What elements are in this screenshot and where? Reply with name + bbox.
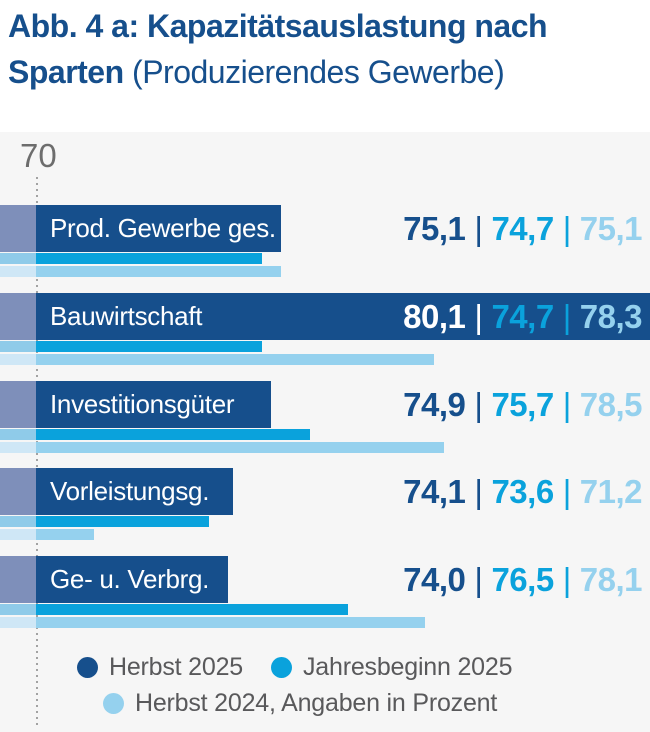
- bar-stub-herbst-2025: [0, 293, 36, 340]
- value-labels: [403, 381, 642, 428]
- legend-item: [103, 689, 497, 718]
- value-separator: |: [474, 473, 483, 510]
- bar-herbst-2024: [36, 266, 281, 277]
- value-jahresbeginn-2025: 73,6: [491, 473, 554, 510]
- value-herbst-2025: 80,1: [403, 298, 466, 335]
- value-herbst-2024: 71,2: [579, 473, 642, 510]
- bar-stub-herbst-2024: [0, 529, 36, 540]
- value-herbst-2024: 75,1: [579, 210, 642, 247]
- axis-baseline-label: 70: [20, 137, 57, 174]
- chart-row: [0, 205, 650, 278]
- value-herbst-2024: 78,1: [579, 561, 642, 598]
- value-herbst-2025: 74,0: [403, 561, 466, 598]
- bar-jahresbeginn-2025: [36, 604, 348, 615]
- chart-row: [0, 468, 650, 541]
- bar-stub-jahresbeginn-2025: [0, 516, 36, 527]
- value-jahresbeginn-2025: 74,7: [491, 210, 554, 247]
- value-labels: [403, 556, 642, 603]
- value-jahresbeginn-2025: 74,7: [491, 298, 554, 335]
- chart-row: [0, 381, 650, 454]
- legend-item: [77, 653, 243, 682]
- bar-stub-jahresbeginn-2025: [0, 341, 36, 352]
- figure-title-line2-bold: Sparten: [8, 54, 124, 90]
- figure-title-line2-rest: (Produzierendes Gewerbe): [123, 54, 505, 90]
- legend-label: Herbst 2024, Angaben in Prozent: [135, 688, 498, 717]
- bar-herbst-2024: [36, 354, 434, 365]
- chart-panel: [0, 132, 650, 732]
- value-herbst-2024: 78,5: [579, 386, 642, 423]
- value-separator: |: [562, 561, 571, 598]
- value-separator: |: [562, 473, 571, 510]
- value-jahresbeginn-2025: 76,5: [491, 561, 554, 598]
- category-label: Vorleistungsg.: [50, 476, 210, 506]
- figure-title: [8, 0, 648, 95]
- bar-jahresbeginn-2025: [36, 429, 310, 440]
- value-separator: |: [474, 298, 483, 335]
- bar-stub-herbst-2025: [0, 381, 36, 428]
- value-herbst-2025: 74,1: [403, 473, 466, 510]
- value-jahresbeginn-2025: 75,7: [491, 386, 554, 423]
- legend-row-1: [77, 653, 512, 681]
- bar-stub-jahresbeginn-2025: [0, 604, 36, 615]
- value-separator: |: [474, 210, 483, 247]
- category-label: Ge- u. Verbrg.: [50, 564, 210, 594]
- bar-herbst-2024: [36, 529, 94, 540]
- figure-title-line1: Abb. 4 a: Kapazitätsauslastung nach: [8, 8, 548, 44]
- bar-stub-herbst-2025: [0, 205, 36, 252]
- value-separator: |: [474, 386, 483, 423]
- bar-stub-herbst-2024: [0, 354, 36, 365]
- category-label: Prod. Gewerbe ges.: [50, 213, 276, 243]
- legend-dot-icon: [103, 693, 124, 714]
- legend-row-2: [103, 689, 497, 717]
- bar-stub-herbst-2025: [0, 468, 36, 515]
- value-separator: |: [562, 298, 571, 335]
- value-separator: |: [474, 561, 483, 598]
- chart-row: [0, 293, 650, 366]
- value-labels: [403, 293, 642, 340]
- bar-stub-herbst-2024: [0, 266, 36, 277]
- bar-stub-jahresbeginn-2025: [0, 429, 36, 440]
- value-herbst-2024: 78,3: [579, 298, 642, 335]
- value-separator: |: [562, 210, 571, 247]
- chart-row: [0, 556, 650, 629]
- legend-dot-icon: [271, 657, 292, 678]
- value-herbst-2025: 75,1: [403, 210, 466, 247]
- value-labels: [403, 468, 642, 515]
- legend-item: [271, 653, 512, 682]
- bar-herbst-2024: [36, 617, 425, 628]
- bar-jahresbeginn-2025: [36, 253, 262, 264]
- bar-jahresbeginn-2025: [36, 341, 262, 352]
- bar-stub-jahresbeginn-2025: [0, 253, 36, 264]
- bar-stub-herbst-2024: [0, 617, 36, 628]
- value-herbst-2025: 74,9: [403, 386, 466, 423]
- legend-label: Herbst 2025: [109, 652, 243, 681]
- value-separator: |: [562, 386, 571, 423]
- bar-stub-herbst-2025: [0, 556, 36, 603]
- bar-jahresbeginn-2025: [36, 516, 209, 527]
- category-label: Bauwirtschaft: [50, 301, 203, 331]
- bar-herbst-2024: [36, 442, 444, 453]
- legend-dot-icon: [77, 657, 98, 678]
- category-label: Investitionsgüter: [50, 389, 235, 419]
- bar-stub-herbst-2024: [0, 442, 36, 453]
- value-labels: [403, 205, 642, 252]
- legend-label: Jahresbeginn 2025: [303, 652, 513, 681]
